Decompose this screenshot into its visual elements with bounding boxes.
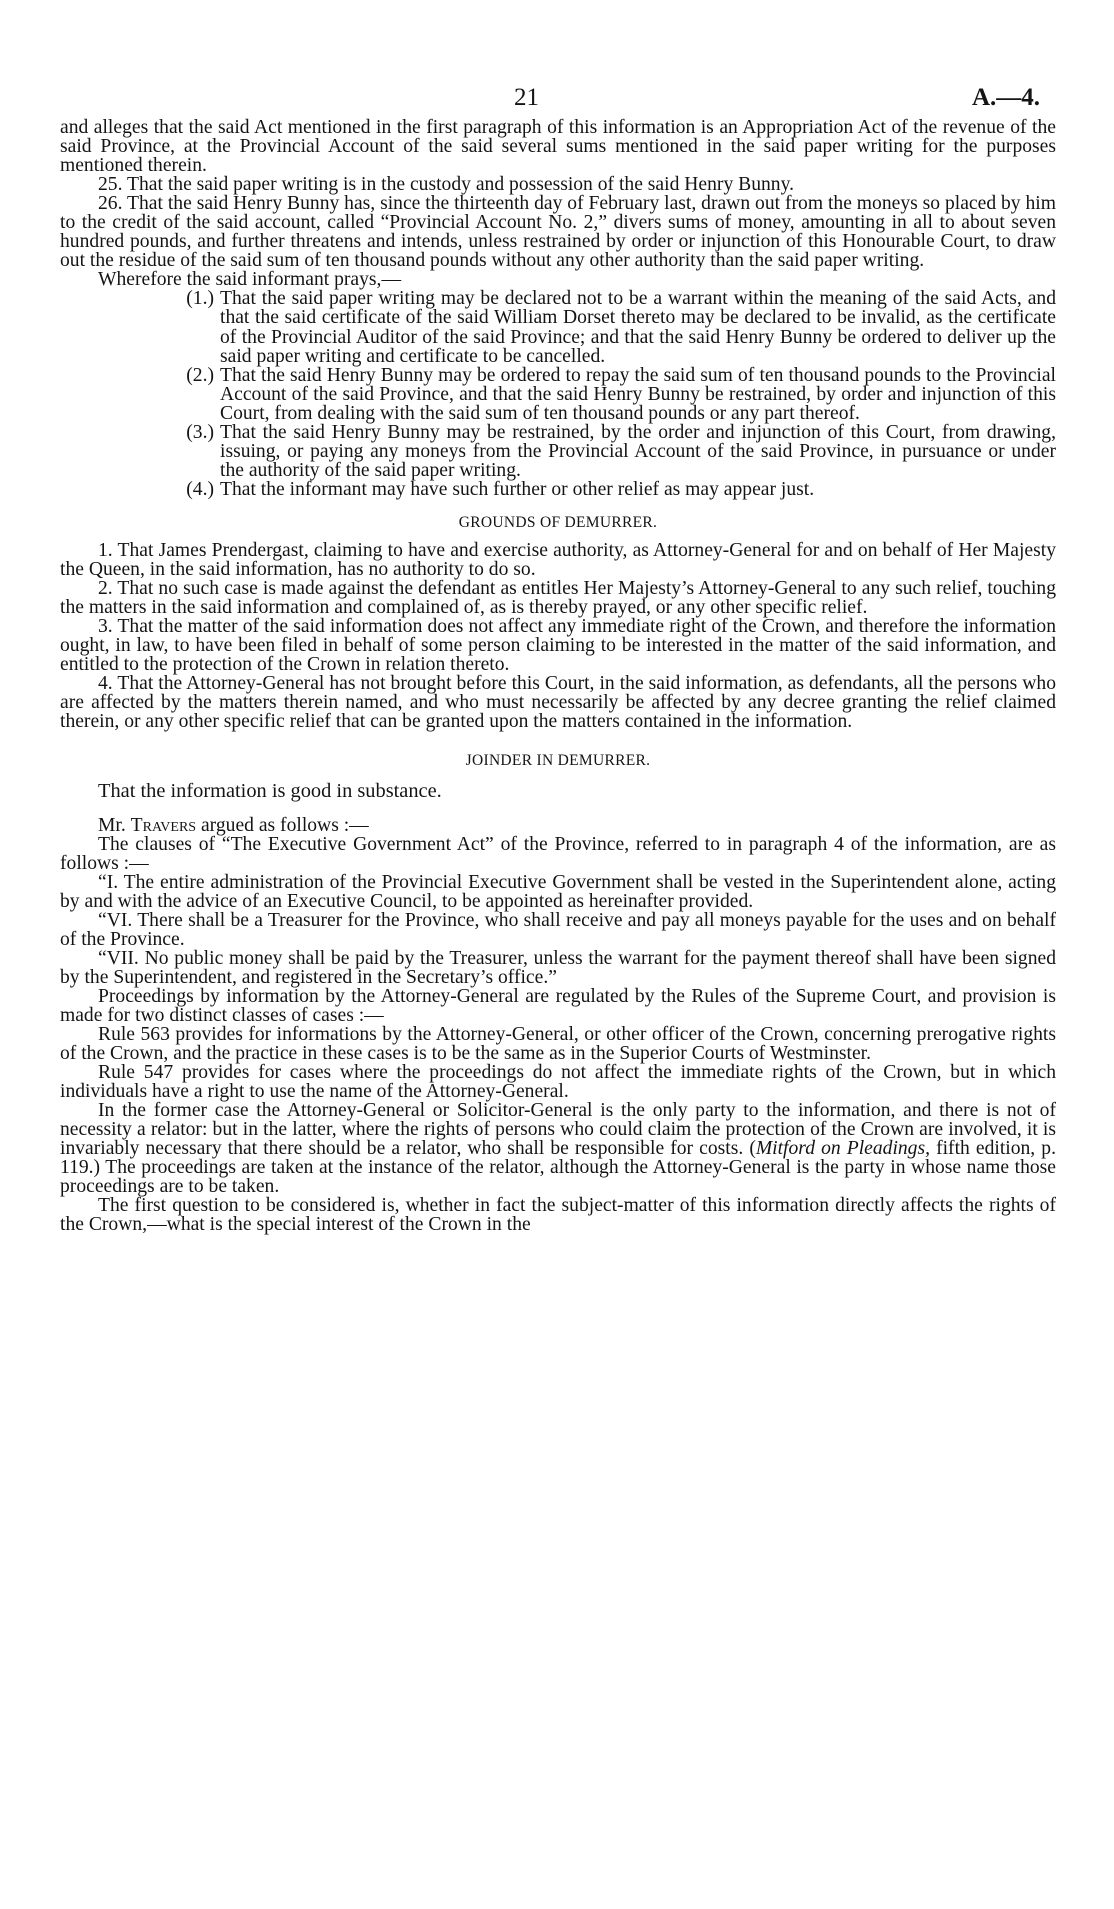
travers-name: Travers (130, 814, 197, 836)
prayer-text: That the said Henry Bunny may be restrained, by the order and injunction of this Court, from drawing, issuing, or paying any moneys from the Provincial Account of the said Province, in pursuance or under the authority of the said paper writing. (220, 421, 1056, 481)
page-body (60, 118, 1056, 1235)
ground-1: 1. That James Prendergast, claiming to have and exercise authority, as Attorney-General for and on behalf of Her Majesty the Queen, in the said information, has no authority to do so. (60, 539, 1056, 581)
travers-suffix: argued as follows :— (196, 814, 369, 836)
clause-6: “VI. There shall be a Treasurer for the Province, who shall receive and pay all moneys payable for the uses and on behalf of the Province. (60, 909, 1056, 950)
proceedings-paragraph: Proceedings by information by the Attorney-General are regulated by the Rules of the Supreme Court, and provision is made for two distinct classes of cases :— (60, 985, 1056, 1026)
prayer-number: (3.) (186, 421, 214, 443)
prayer-text: That the informant may have such further or other relief as may appear just. (220, 478, 815, 500)
travers-prefix: Mr. (98, 814, 131, 836)
intro-paragraph: and alleges that the said Act mentioned in the first paragraph of this information is an Appropriation Act of the revenue of the said Province, at the Provincial Account of the said several sums mentioned in the said paper writing for the purposes mentioned therein. (60, 117, 1056, 177)
ground-2: 2. That no such case is made against the defendant as entitles Her Majesty’s Attorney-General to any such relief, touching the matters in the said information and complained of, as is thereby prayed, or any other specific relief. (60, 578, 1056, 619)
paragraph-26: 26. That the said Henry Bunny has, since the thirteenth day of February last, drawn out from the moneys so placed by him to the credit of the said account, called “Provincial Account No. 2,” divers sums of money, amounting in all to about seven hundred pounds, and further threatens and intends, unless restrained by order or injunction of this Honourable Court, to draw out the residue of the said sum of ten thousand pounds without any other authority than the said paper writing. (60, 193, 1056, 272)
former-case-paragraph (60, 1101, 1056, 1196)
prayer-number: (1.) (186, 288, 214, 310)
prayer-number: (4.) (186, 478, 214, 500)
prayer-item (60, 289, 1056, 365)
prayer-item (60, 480, 1056, 499)
prayer-item (60, 366, 1056, 423)
rule-563-paragraph: Rule 563 provides for informations by the Attorney-General, or other officer of the Crown, concerning prerogative rights of the Crown, and the practice in these cases is to be the same as in the Superior Courts of Westminster. (60, 1024, 1056, 1065)
joinder-text: That the information is good in substance. (98, 779, 442, 802)
ground-3: 3. That the matter of the said information does not affect any immediate right of the Crown, and therefore the information ought, in law, to have been filed in behalf of some person claiming to be interested in the matter of the said information, and entitled to the protection of the Crown in relation thereto. (60, 616, 1056, 676)
first-question-paragraph: The first question to be considered is, whether in fact the subject-matter of this information directly affects the rights of the Crown,—what is the special interest of the Crown in the (60, 1195, 1056, 1236)
document-reference: A.—4. (971, 84, 1040, 111)
citation-title: Mitford on Pleadings, (755, 1138, 930, 1160)
page-header (0, 84, 1114, 114)
prayer-number: (2.) (186, 364, 214, 386)
prayer-item (60, 423, 1056, 480)
rule-547-paragraph: Rule 547 provides for cases where the proceedings do not affect the immediate rights of the Crown, but in which individuals have a right to use the name of the Attorney-General. (60, 1062, 1056, 1103)
former-text-b: fifth edition, p. 119.) The proceedings are taken at the instance of the relator, although the Attorney-General is the party in whose name those proceedings are to be taken. (60, 1138, 1056, 1198)
grounds-heading: GROUNDS OF DEMURRER. (458, 513, 658, 531)
joinder-heading: JOINDER IN DEMURRER. (465, 752, 651, 770)
paragraph-25: 25. That the said paper writing is in the custody and possession of the said Henry Bunny. (98, 174, 795, 196)
prayers-list (60, 289, 1056, 499)
clause-1: “I. The entire administration of the Provincial Executive Government shall be vested in the Superintendent alone, acting by and with the advice of an Executive Council, to be appointed as hereinafter provided. (60, 871, 1056, 912)
prayer-text: That the said paper writing may be declared not to be a warrant within the meaning of the said Acts, and that the said certificate of the said William Dorset thereto may be declared to be invalid, as the certificate of the Provincial Auditor of the said Province; and that the said Henry Bunny be ordered to deliver up the said paper writing and certificate to be cancelled. (220, 288, 1056, 367)
page-number: 21 (514, 84, 539, 111)
clause-7: “VII. No public money shall be paid by the Treasurer, unless the warrant for the payment thereof shall have been signed by the Superintendent, and registered in the Secretary’s office.” (60, 947, 1056, 988)
wherefore-line: Wherefore the said informant prays,— (98, 269, 402, 291)
clauses-intro: The clauses of “The Executive Government Act” of the Province, referred to in paragraph 4 of the information, are as follows :— (60, 833, 1056, 874)
ground-4: 4. That the Attorney-General has not brought before this Court, in the said information, as defendants, all the persons who are affected by the matters therein named, and who must necessarily be affected by any decree granting the relief claimed therein, or any other specific relief that can be granted upon the matters contained in the information. (60, 673, 1056, 733)
former-text-a: In the former case the Attorney-General or Solicitor-General is the only party to the information, and there is not of necessity a relator: but in the latter, where the rights of persons who could claim the protection of the Crown are involved, it is invariably necessary that there should be a relator, who shall be responsible for costs. ( (60, 1100, 1056, 1160)
prayer-text: That the said Henry Bunny may be ordered to repay the said sum of ten thousand pounds to the Provincial Account of the said Province, and that the said Henry Bunny be restrained, by order and injunction of this Court, from dealing with the said sum of ten thousand pounds or any part thereof. (220, 364, 1056, 424)
travers-line (60, 816, 1056, 835)
